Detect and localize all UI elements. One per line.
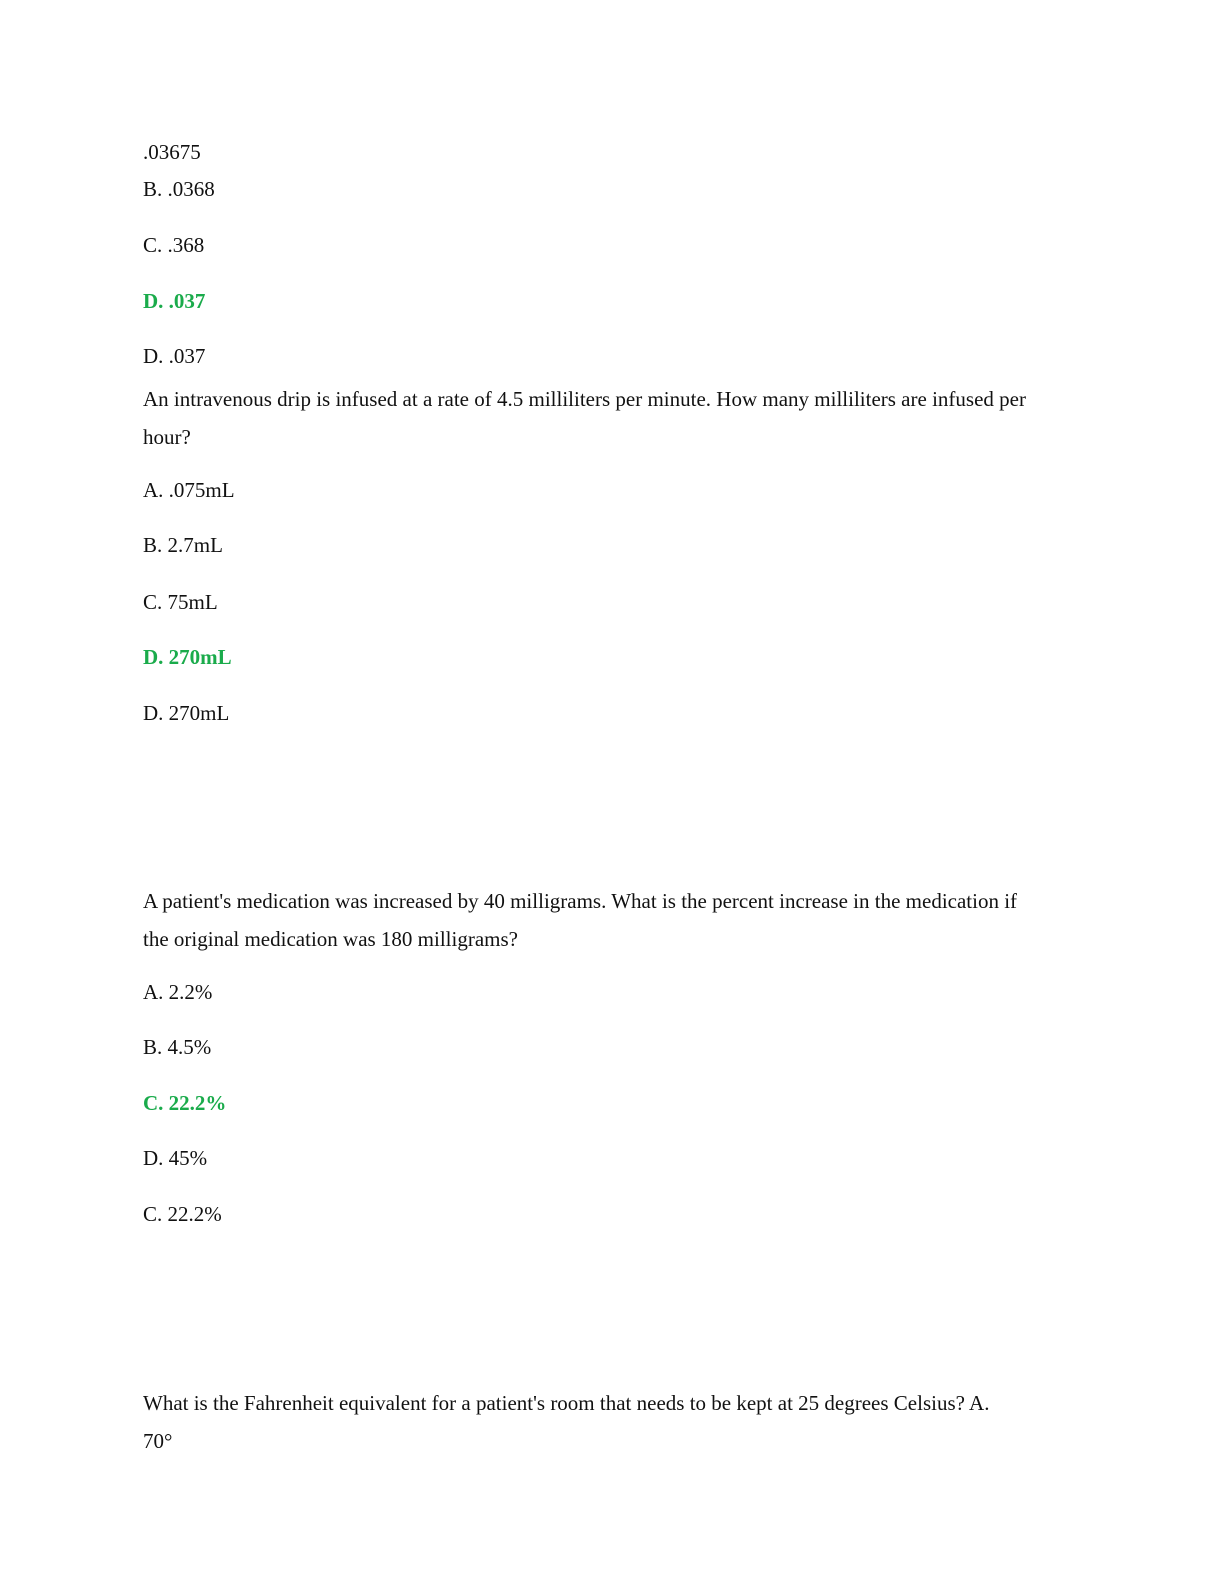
q2-answer-repeat: D. 270mL	[143, 701, 230, 725]
q2-option-b: B. 2.7mL	[143, 533, 223, 557]
q3-option-b: B. 4.5%	[143, 1035, 212, 1059]
q3-question-line1: A patient's medication was increased by 40 milligrams. What is the percent increase in the medication if	[143, 889, 1018, 913]
q1-option-b: B. .0368	[143, 177, 215, 201]
q3-option-d: D. 45%	[143, 1146, 208, 1170]
q2-option-c: C. 75mL	[143, 590, 218, 614]
q3-correct-answer: C. 22.2%	[143, 1091, 227, 1115]
q1-correct-answer: D. .037	[143, 289, 206, 313]
q3-question-line2: the original medication was 180 milligrams?	[143, 927, 518, 951]
q4-question-line2: 70°	[143, 1429, 173, 1453]
q2-option-a: A. .075mL	[143, 478, 235, 502]
q2-correct-answer: D. 270mL	[143, 645, 232, 669]
q1-answer-repeat: D. .037	[143, 344, 206, 368]
q3-answer-repeat: C. 22.2%	[143, 1202, 222, 1226]
q4-question-line1: What is the Fahrenheit equivalent for a patient's room that needs to be kept at 25 degrees Celsius? A.	[143, 1391, 990, 1415]
q2-question-line2: hour?	[143, 425, 191, 449]
q2-question-line1: An intravenous drip is infused at a rate of 4.5 milliliters per minute. How many milliliters are infused per	[143, 387, 1026, 411]
q1-lead-value: .03675	[143, 140, 201, 164]
q3-option-a: A. 2.2%	[143, 980, 213, 1004]
q1-option-c: C. .368	[143, 233, 205, 257]
